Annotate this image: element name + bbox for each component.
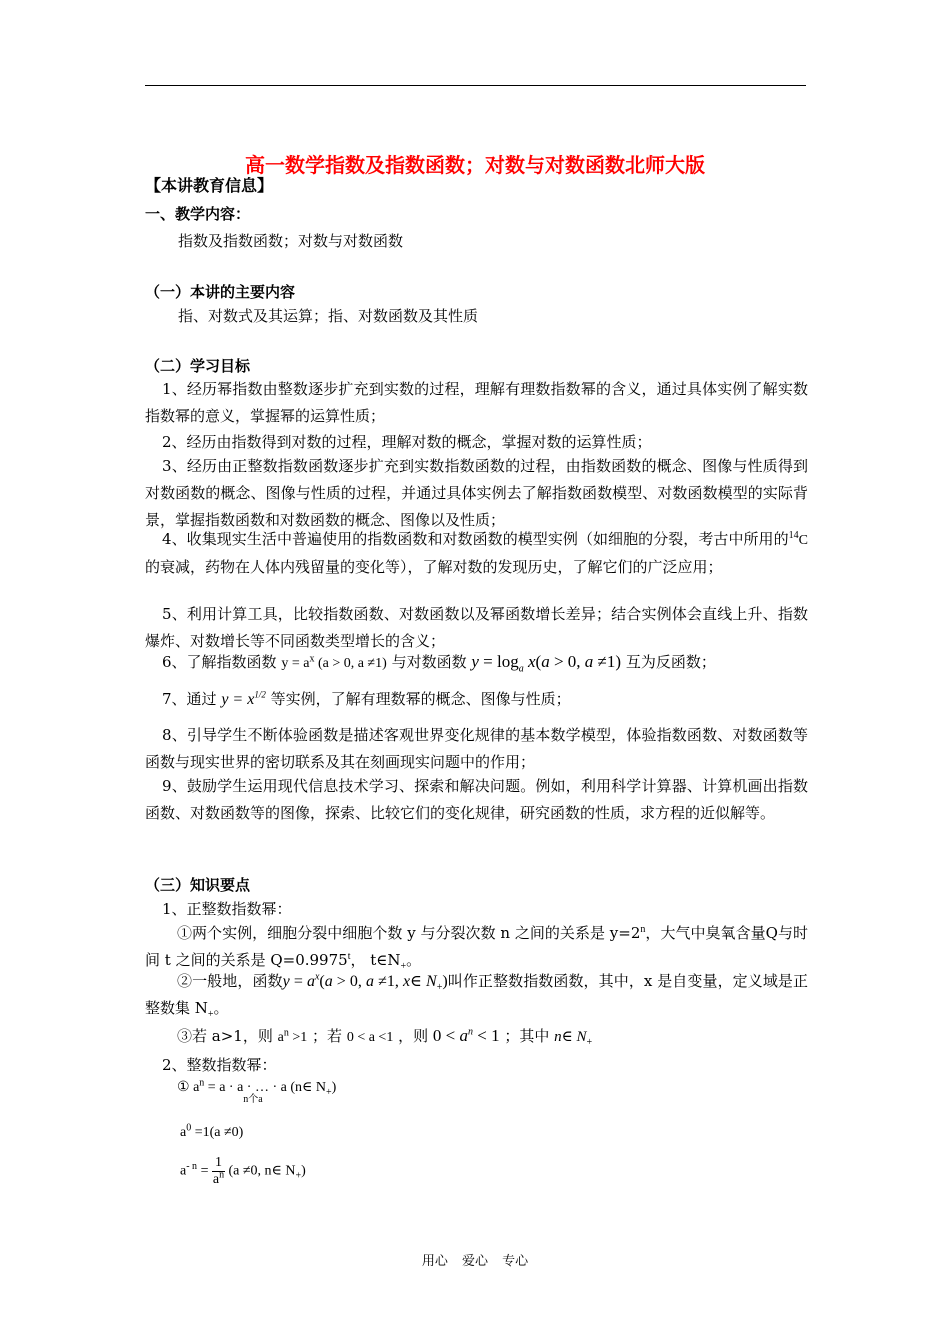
sub1-heading: （一）本讲的主要内容 [145,283,296,301]
footer-word-3: 专心 [502,1254,529,1269]
sub2-heading: （二）学习目标 [145,357,251,375]
footer-word-2: 爱心 [461,1254,488,1269]
section1-content: 指数及指数函数；对数与对数函数 [178,232,404,250]
header-rule [145,85,806,86]
power-func-formula: $y = x^{1/2}$ [221,689,266,708]
k1-point-3: ③若 a>1，则 $a^n >1$ ；若 0 < a <1 ，则 $0 < a^n < 1$ ；其中 n∈ $N_+$ [177,1026,593,1048]
k2-formula-3: $a^{- n}$ = $\frac{1}{a^n}$ (a ≠0, n∈ $N_+$) [180,1155,306,1187]
k1-point-1: ①两个实例，细胞分裂中细胞个数 y 与分裂次数 n 之间的关系是 $y=2^n$，大气中臭氧含量Q与时间 t 之间的关系是 $Q=0.9975^t$， $t\in N_+$。 [145,924,808,972]
sub1-content: 指、对数式及其运算；指、对数函数及其性质 [178,307,479,325]
goal-item-6: 6、了解指数函数 $y = a^x$ (a > 0, a ≠1) 与对数函数 $y = \log_a x(a > 0$, a ≠1) 互为反函数； [162,652,716,675]
k2-formula-1: ① $a^n = a \cdot a$ · … · a n个a (n∈ $N_+$) [177,1077,337,1105]
footer-word-1: 用心 [421,1254,448,1269]
goal-item-7: 7、通过 $y = x^{1/2}$ 等实例，了解有理数幂的概念、图像与性质； [162,689,571,708]
goal-item-4: 4、收集现实生活中普遍使用的指数函数和对数函数的模型实例（如细胞的分裂，考古中所用的$^{14}$C的衰减，药物在人体内残留量的变化等），了解对数的发现历史，了解它们的广泛应用； [145,530,808,576]
goal-item-3: 3、经历由正整数指数函数逐步扩充到实数指数函数的过程，由指数函数的概念、图像与性质得到对数函数的概念、图像与性质的过程，并通过具体实例去了解指数函数模型、对数函数模型的实际背景，掌握指数函数和对数函数的概念、图像以及性质； [145,457,808,529]
goal-item-1: 1、经历幂指数由整数逐步扩充到实数的过程，理解有理数指数幂的含义，通过具体实例了解实数指数幂的意义，掌握幂的运算性质； [145,380,808,425]
k2-heading: 2、整数指数幂： [162,1056,277,1074]
exp-func-formula: $y = a^x$ (a > 0, a ≠1) [281,653,387,671]
goal-item-9: 9、鼓励学生运用现代信息技术学习、探索和解决问题。例如，利用科学计算器、计算机画出指数函数、对数函数等的图像，探索、比较它们的变化规律，研究函数的性质，求方程的近似解等。 [145,777,808,822]
page-footer [0,1250,950,1269]
info-header: 【本讲教育信息】 [145,176,274,195]
k1-heading: 1、正整数指数幂： [162,900,292,918]
k2-formula-2: $a^0 =1(a \ne 0)$ [180,1122,244,1140]
page-title: 高一数学指数及指数函数；对数与对数函数北师大版 [245,153,705,177]
goal-item-8: 8、引导学生不断体验函数是描述客观世界变化规律的基本数学模型，体验指数函数、对数函数等函数与现实世界的密切联系及其在刻画现实问题中的作用； [145,726,808,771]
goal-item-5: 5、利用计算工具，比较指数函数、对数函数以及幂函数增长差异；结合实例体会直线上升、指数爆炸、对数增长等不同函数类型增长的含义； [145,605,808,650]
goal-item-2: 2、经历由指数得到对数的过程，理解对数的概念，掌握对数的运算性质； [162,433,652,451]
log-func-formula: $y = \log_a x(a > 0$, a ≠1) [471,652,622,675]
pos-int-exp-formula: $y = a^x(a > 0$, a ≠1, x∈ $N_+$) [282,971,448,994]
section1-heading: 一、教学内容： [145,205,251,223]
sub3-heading: （三）知识要点 [145,876,251,894]
k1-point-2: ②一般地，函数$y = a^x(a > 0$, a ≠1, x∈ $N_+$)叫作正整数指数函数，其中，x 是自变量，定义域是正整数集 $N_+$。 [145,971,809,1020]
